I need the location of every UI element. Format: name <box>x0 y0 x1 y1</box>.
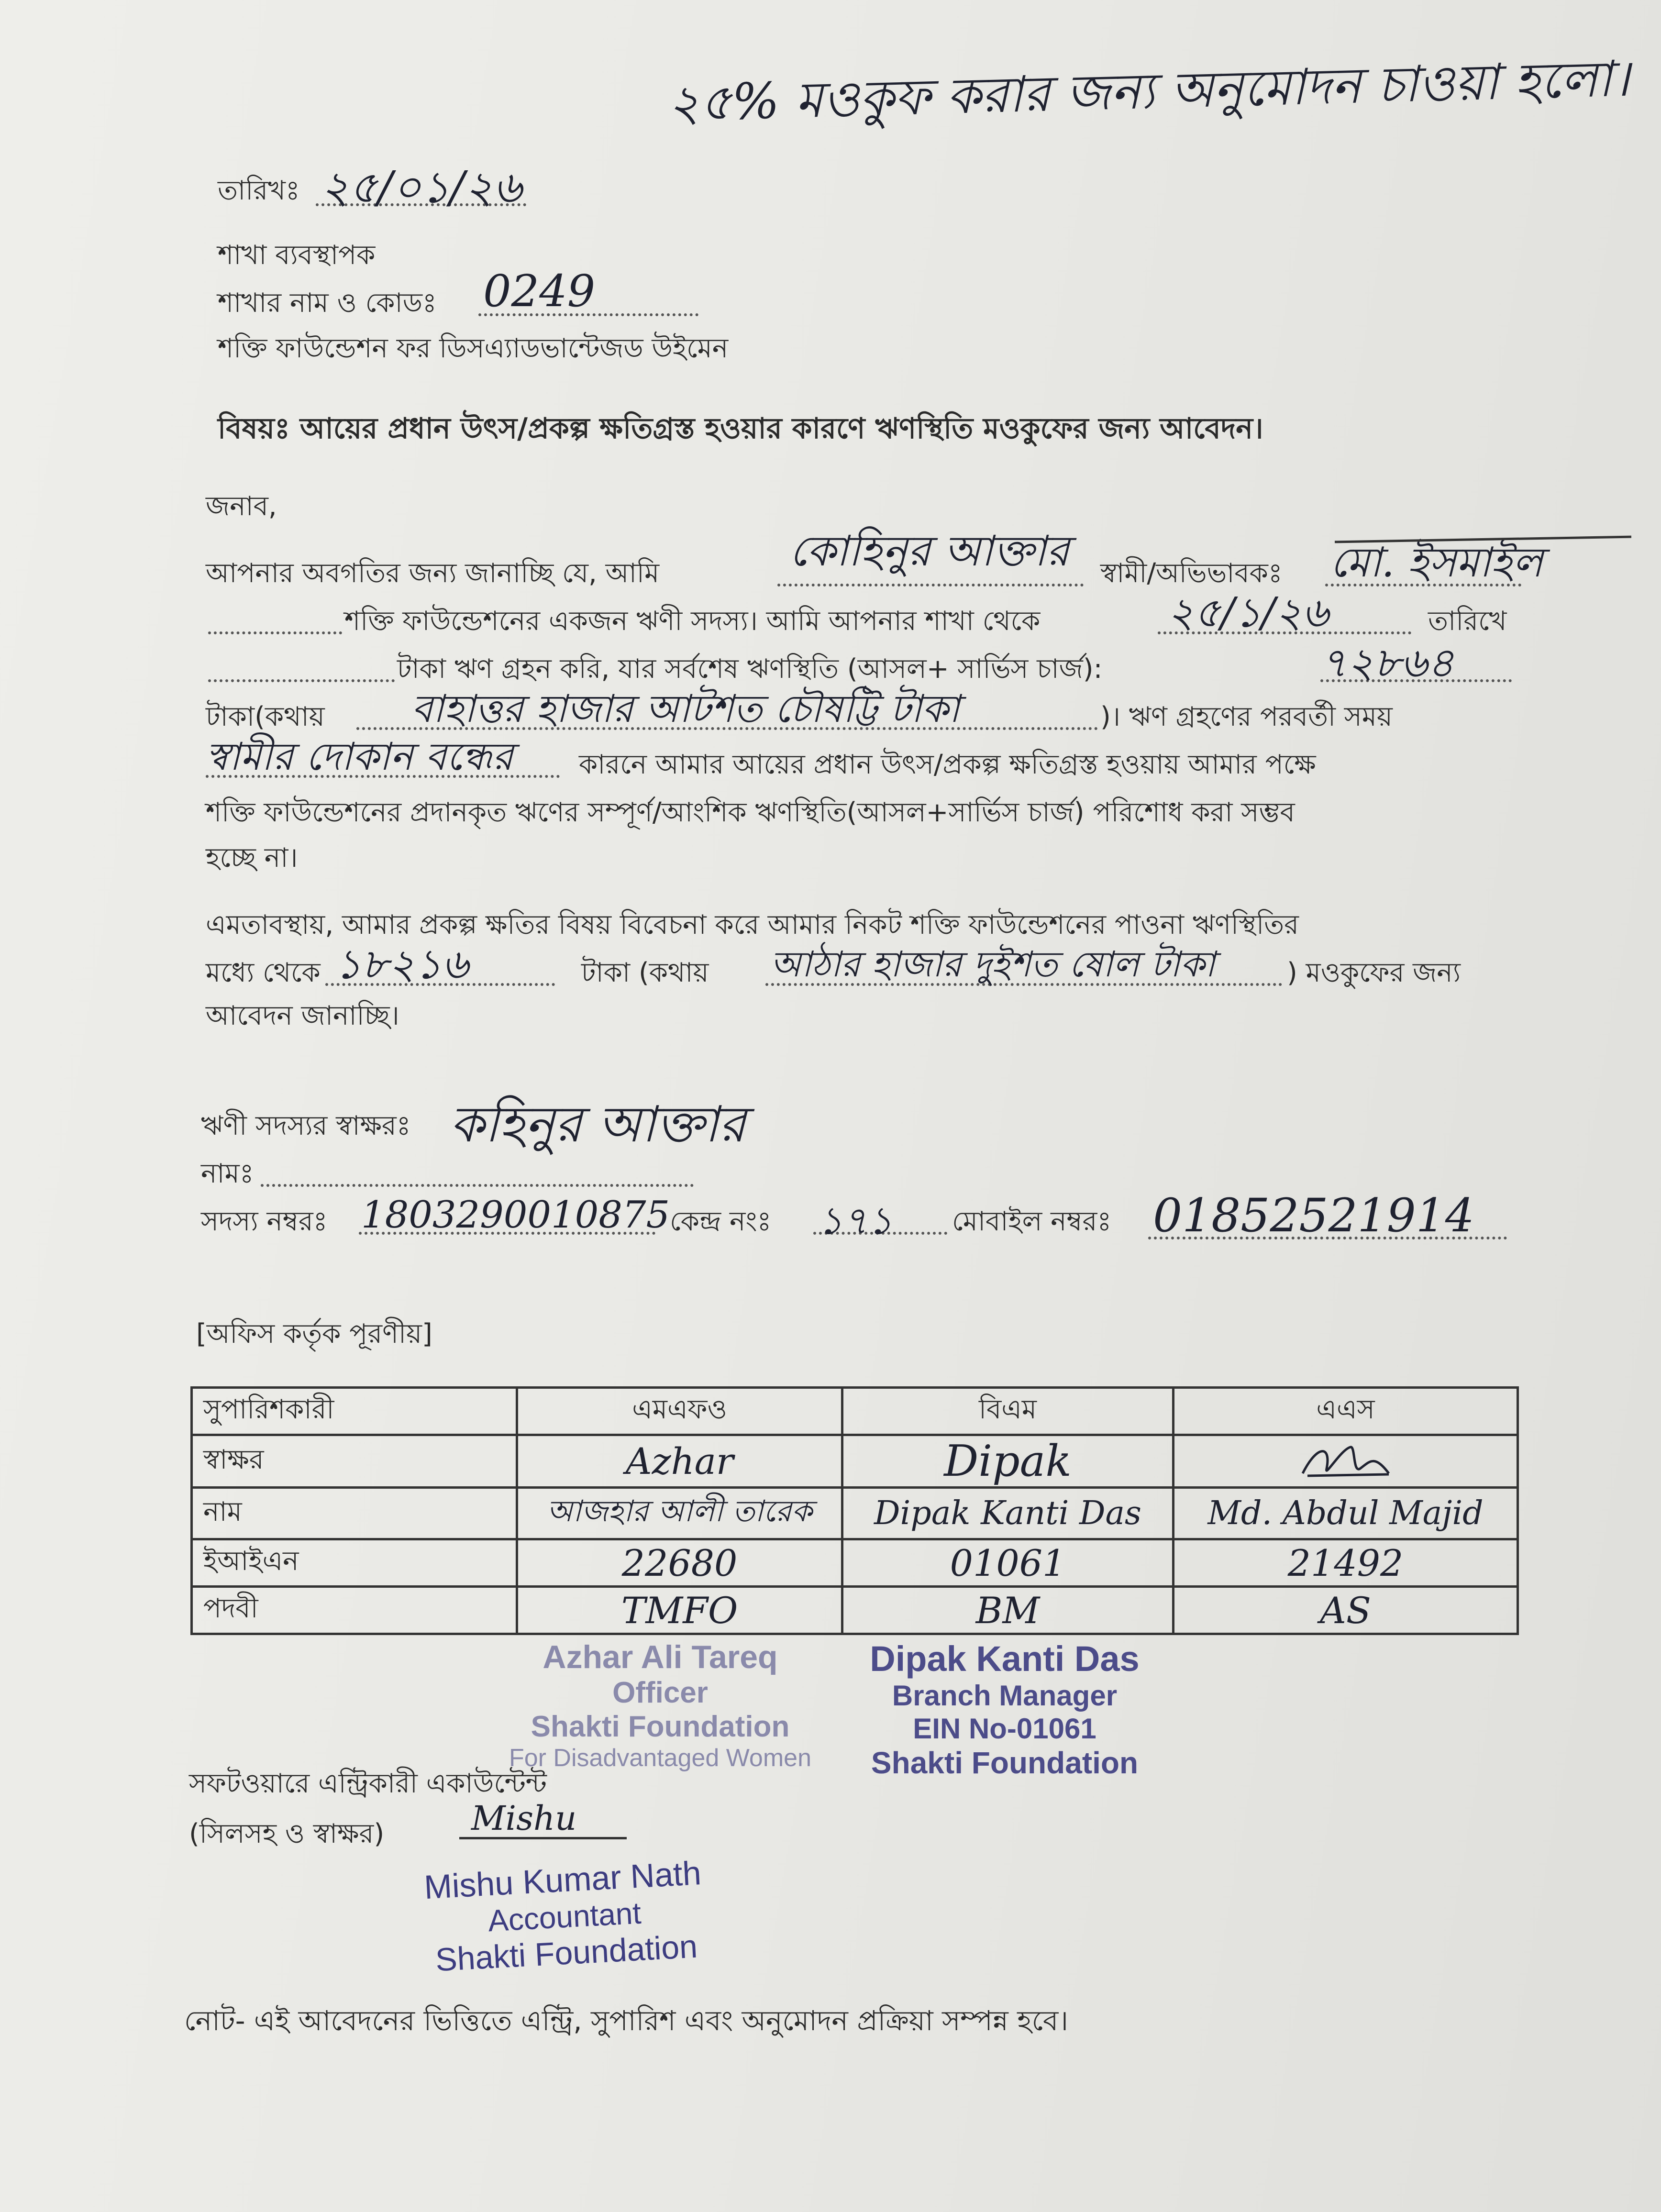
accountant-stamp-line3: Shakti Foundation <box>434 1928 698 1979</box>
p1-line4-end: )। ঋণ গ্রহণের পরবর্তী সময় <box>1100 701 1393 732</box>
accountant-stamp <box>389 1852 739 1980</box>
officer-stamp-line2: Officer <box>612 1676 708 1709</box>
p1-line4-start: টাকা(কথায় <box>206 701 325 732</box>
balance-value: ৭২৮৬৪ <box>1320 639 1454 687</box>
organization-name: শক্তি ফাউন্ডেশন ফর ডিসএ্যাডভান্টেজড উইমেন <box>218 333 729 364</box>
mobile-value: 01852521914 <box>1153 1189 1474 1242</box>
date-value: ২৫/০১/২৬ <box>321 162 522 213</box>
accountant-signature: Mishu <box>471 1799 577 1838</box>
mfo-designation: TMFO <box>517 1587 842 1634</box>
officer-stamp-line1: Azhar Ali Tareq <box>543 1639 778 1675</box>
p1-line5: কারনে আমার আয়ের প্রধান উৎস/প্রকল্প ক্ষতিগ্রস্ত হওয়ায় আমার পক্ষে <box>579 749 1316 780</box>
waive-amount-value: ১৮২১৬ <box>335 940 469 988</box>
office-header-as: এএস <box>1174 1388 1518 1435</box>
bm-stamp-line1: Dipak Kanti Das <box>870 1639 1140 1679</box>
office-heading: [অফিস কর্তৃক পূরণীয়] <box>196 1318 432 1349</box>
branch-manager-stamp <box>852 1638 1158 1781</box>
p1-guardian-label: স্বামী/অভিভাবকঃ <box>1100 558 1283 589</box>
as-designation: AS <box>1174 1587 1518 1634</box>
as-name: Md. Abdul Majid <box>1174 1488 1518 1539</box>
center-label: কেন্দ্র নংঃ <box>670 1206 772 1237</box>
p2-line1: এমতাবস্থায়, আমার প্রকল্প ক্ষতির বিষয় বিবেচনা করে আমার নিকট শক্তি ফাউন্ডেশনের পাওনা ঋণস্থিতির <box>206 909 1299 940</box>
bm-ein: 01061 <box>842 1539 1174 1587</box>
member-number-label: সদস্য নম্বরঃ <box>201 1206 328 1237</box>
office-ein-row <box>192 1539 1518 1587</box>
p1-line2-end: তারিখে <box>1428 606 1507 637</box>
p1-line7: হচ্ছে না। <box>206 842 298 874</box>
member-signature-label: ঋণী সদস্যর স্বাক্ষরঃ <box>201 1110 411 1141</box>
loan-date-value: ২৫/১/২৬ <box>1167 589 1329 637</box>
reason-value: স্বামীর দোকান বন্ধের <box>206 734 513 779</box>
office-signature-row <box>192 1435 1518 1488</box>
office-designation-row <box>192 1587 1518 1634</box>
bm-signature: Dipak <box>842 1435 1174 1488</box>
accountant-signature-line <box>459 1837 627 1839</box>
center-value: ১৭১ <box>818 1198 893 1243</box>
bm-designation: BM <box>842 1587 1174 1634</box>
as-signature <box>1174 1435 1518 1488</box>
p1-line6: শক্তি ফাউন্ডেশনের প্রদানকৃত ঋণের সম্পূর্ণ/আংশিক ঋণস্থিতি(আসল+সার্ভিস চার্জ) পরিশোধ করা সম্ভব <box>206 797 1295 828</box>
mobile-label: মোবাইল নম্বরঃ <box>952 1206 1112 1237</box>
office-name-row <box>192 1488 1518 1539</box>
p2-line2-end: ) মওকুফের জন্য <box>1287 957 1461 988</box>
subject-line: বিষয়ঃ আয়ের প্রধান উৎস/প্রকল্প ক্ষতিগ্রস্ত হওয়ার কারণে ঋণস্থিতি মওকুফের জন্য আবেদন। <box>218 412 1263 445</box>
bm-name: Dipak Kanti Das <box>842 1488 1174 1539</box>
officer-stamp <box>488 1638 832 1772</box>
accountant-stamp-line1: Mishu Kumar Nath <box>423 1854 702 1906</box>
p1-line3-lead-dots <box>208 679 395 682</box>
p2-line2-mid: টাকা (কথায় <box>581 957 709 988</box>
office-row-label: ইআইএন <box>192 1539 517 1587</box>
addressee-title: শাখা ব্যবস্থাপক <box>218 240 376 271</box>
office-table-header-row <box>192 1388 1518 1435</box>
branch-name-label: শাখার নাম ও কোডঃ <box>218 288 437 319</box>
member-number-value: 1803290010875 <box>361 1194 670 1237</box>
accountant-sign-label: (সিলসহ ও স্বাক্ষর) <box>189 1818 385 1849</box>
bm-stamp-line2: Branch Manager <box>892 1680 1118 1712</box>
date-label: তারিখঃ <box>218 175 300 206</box>
office-table <box>190 1386 1519 1635</box>
office-row-label: নাম <box>192 1488 517 1539</box>
guardian-value: মো. ইসমাইল <box>1330 539 1543 586</box>
mfo-name: আজহার আলী তারেক <box>517 1488 842 1539</box>
p2-line3: আবেদন জানাচ্ছি। <box>206 1000 399 1031</box>
handwritten-header-note: ২৫% মওকুফ করার জন্য অনুমোদন চাওয়া হলো। <box>666 49 1631 133</box>
p1-line1-start: আপনার অবগতির জন্য জানাচ্ছি যে, আমি <box>206 558 660 589</box>
office-header-recommender: সুপারিশকারী <box>192 1388 517 1435</box>
as-signature-scribble <box>1298 1440 1394 1483</box>
waive-words-value: আঠার হাজার দুইশত ষোল টাকা <box>770 944 1215 985</box>
accountant-label: সফটওয়ারে এন্ট্রিকারী একাউন্টেন্ট <box>189 1768 547 1799</box>
bm-stamp-line3: EIN No-01061 <box>913 1713 1096 1745</box>
p1-line2: শক্তি ফাউন্ডেশনের একজন ঋণী সদস্য। আমি আপনার শাখা থেকে <box>344 606 1041 637</box>
member-name-line <box>261 1184 694 1187</box>
officer-stamp-line3: Shakti Foundation <box>531 1710 790 1743</box>
accountant-stamp-line2: Accountant <box>487 1895 642 1938</box>
p1-line3: টাকা ঋণ গ্রহন করি, যার সর্বশেষ ঋণস্থিতি (আসল+ সার্ভিস চার্জ): <box>397 653 1103 685</box>
branch-code-value: 0249 <box>483 265 596 317</box>
office-header-bm: বিএম <box>842 1388 1174 1435</box>
office-row-label: পদবী <box>192 1587 517 1634</box>
p1-line2-lead-dots <box>208 631 342 634</box>
office-row-label: স্বাক্ষর <box>192 1435 517 1488</box>
office-header-mfo: এমএফও <box>517 1388 842 1435</box>
officer-stamp-line4: For Disadvantaged Women <box>509 1744 812 1772</box>
bm-stamp-line4: Shakti Foundation <box>871 1746 1139 1780</box>
balance-words-value: বাহাত্তর হাজার আটশত চৌষট্টি টাকা <box>411 686 960 731</box>
mfo-signature: Azhar <box>517 1435 842 1488</box>
member-name-value: কোহিনুর আক্তার <box>789 526 1070 575</box>
member-name-label: নামঃ <box>201 1158 254 1189</box>
mfo-ein: 22680 <box>517 1539 842 1587</box>
salutation: জনাব, <box>206 491 277 522</box>
footer-note: নোট- এই আবেদনের ভিত্তিতে এন্ট্রি, সুপারিশ এবং অনুমোদন প্রক্রিয়া সম্পন্ন হবে। <box>184 2004 1069 2037</box>
member-signature: কহিনুর আক্তার <box>450 1095 746 1153</box>
as-ein: 21492 <box>1174 1539 1518 1587</box>
p2-line2-start: মধ্যে থেকে <box>206 957 321 988</box>
